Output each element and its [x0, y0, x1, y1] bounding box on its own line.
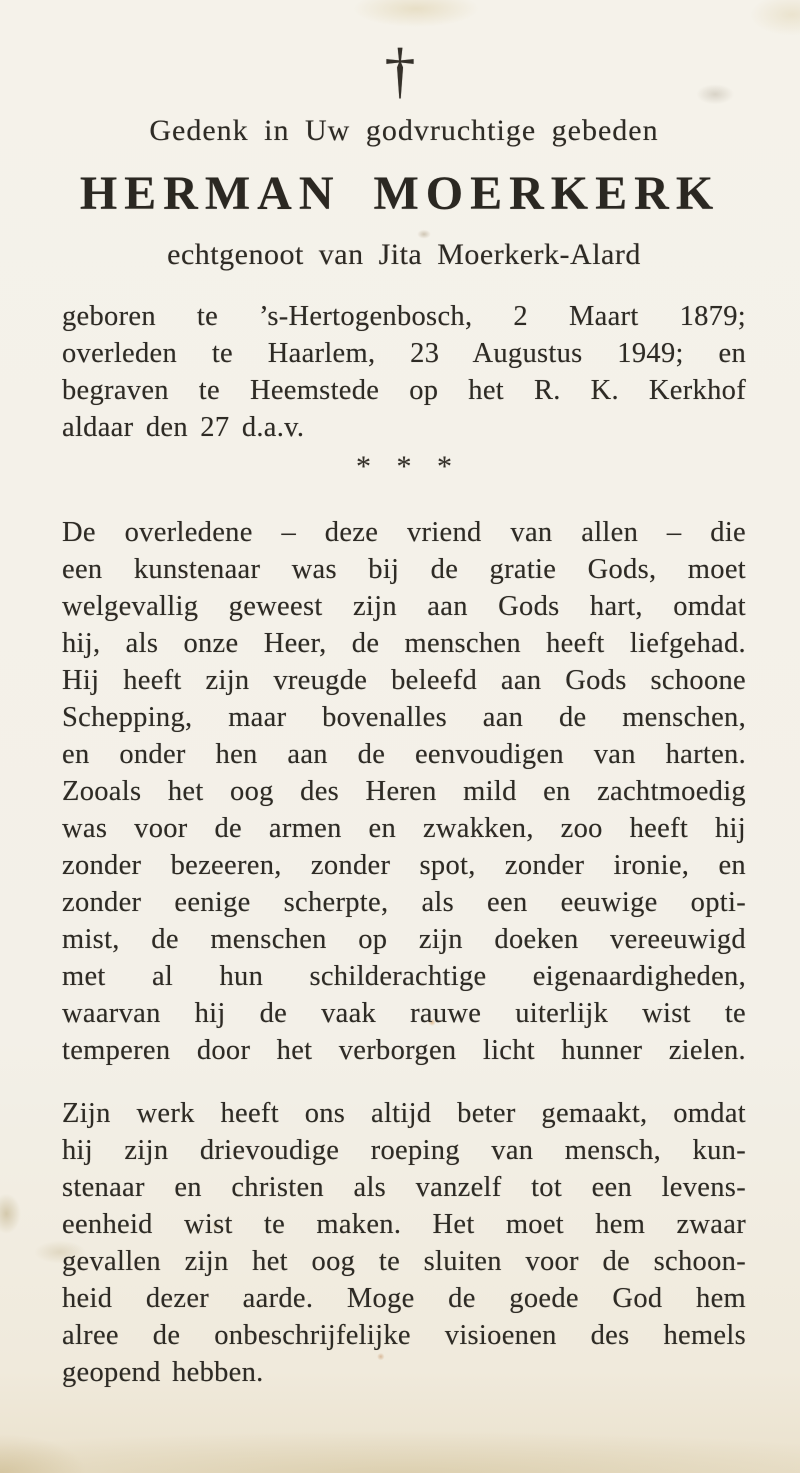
text-line: temperen door het verborgen licht hunner zielen.	[62, 1035, 746, 1066]
spouse-line: echtgenoot van Jita Moerkerk-Alard	[167, 238, 641, 271]
text-line: waarvan hij de vaak rauwe uiterlijk wist te	[62, 998, 746, 1029]
vitals-line: overleden te Haarlem, 23 Augustus 1949; en	[62, 338, 746, 369]
text-line: zonder bezeeren, zonder spot, zonder ironie, en	[62, 850, 746, 881]
text-line: met al hun schilderachtige eigenaardigheden,	[62, 961, 746, 992]
text-line: heid dezer aarde. Moge de goede God hem	[62, 1283, 746, 1314]
vitals-block	[62, 298, 746, 446]
text-line: alree de onbeschrijfelijke visioenen des hemels	[62, 1320, 746, 1351]
invocation-line: Gedenk in Uw godvruchtige gebeden	[149, 114, 659, 147]
vitals-line: begraven te Heemstede op het R. K. Kerkhof	[62, 375, 746, 406]
text-line: Schepping, maar bovenalles aan de menschen,	[62, 702, 746, 733]
text-line: hij, als onze Heer, de menschen heeft liefgehad.	[62, 628, 746, 659]
obituary-paragraph-2	[62, 1095, 746, 1391]
separator-asterisks: * * *	[356, 450, 452, 483]
text-line: welgevallig geweest zijn aan Gods hart, omdat	[62, 591, 746, 622]
text-line: gevallen zijn het oog te sluiten voor de schoon-	[62, 1246, 746, 1277]
text-line: Hij heeft zijn vreugde beleefd aan Gods schoone	[62, 665, 746, 696]
deceased-name: HERMAN MOERKERK	[79, 167, 721, 220]
text-line: mist, de menschen op zijn doeken vereeuwigd	[62, 924, 746, 955]
text-line: De overledene – deze vriend van allen – die	[62, 517, 746, 548]
text-line: was voor de armen en zwakken, zoo heeft hij	[62, 813, 746, 844]
text-line: geopend hebben.	[62, 1357, 264, 1388]
text-line: een kunstenaar was bij de gratie Gods, moet	[62, 554, 746, 585]
vitals-line: aldaar den 27 d.a.v.	[62, 412, 305, 443]
text-line: zonder eenige scherpte, als een eeuwige opti-	[62, 887, 746, 918]
cross-icon: †	[384, 37, 416, 105]
obituary-paragraph-1	[62, 514, 746, 1069]
text-line: Zijn werk heeft ons altijd beter gemaakt, omdat	[62, 1098, 746, 1129]
text-line: stenaar en christen als vanzelf tot een levens-	[62, 1172, 746, 1203]
text-line: hij zijn drievoudige roeping van mensch, kun-	[62, 1135, 746, 1166]
text-line: en onder hen aan de eenvoudigen van harten.	[62, 739, 746, 770]
text-line: Zooals het oog des Heren mild en zachtmoedig	[62, 776, 746, 807]
text-line: eenheid wist te maken. Het moet hem zwaar	[62, 1209, 746, 1240]
vitals-line: geboren te ’s-Hertogenbosch, 2 Maart 1879;	[62, 301, 746, 332]
